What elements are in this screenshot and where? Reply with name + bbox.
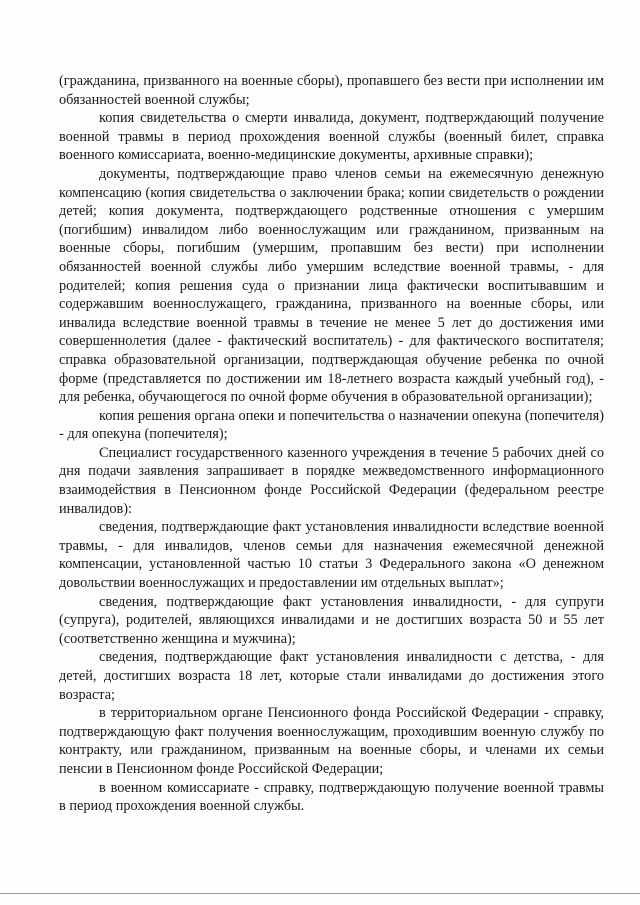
document-body xyxy=(59,72,604,816)
paragraph: копия решения органа опеки и попечительства о назначении опекуна (попечителя) - для опекуна (попечителя); xyxy=(59,407,604,443)
paragraph: Специалист государственного казенного учреждения в течение 5 рабочих дней со дня подачи заявления запрашивает в порядке межведомственного информационного взаимодействия в Пенсионном фонде Российской Федерации (федеральном реестре инвалидов): xyxy=(59,444,604,517)
paragraph: в военном комиссариате - справку, подтверждающую получение военной травмы в период прохождения военной службы. xyxy=(59,779,604,815)
paragraph: сведения, подтверждающие факт установления инвалидности, - для супруги (супруга), родителей, являющихся инвалидами и не достигших возраста 50 и 55 лет (соответственно женщина и мужчина); xyxy=(59,593,604,647)
paragraph: копия свидетельства о смерти инвалида, документ, подтверждающий получение военной травмы в период прохождения военной службы (военный билет, справка военного комиссариата, военно-медицинские документы, архивные справки); xyxy=(59,110,604,164)
paragraph: в территориальном органе Пенсионного фонда Российской Федерации - справку, подтверждающую факт получения военнослужащим, проходившим военную службу по контракту, или гражданином, призванным на военные сборы, и членами их семьи пенсии в Пенсионном фонде Российской Федерации; xyxy=(59,705,604,777)
paragraph: (гражданина, призванного на военные сборы), пропавшего без вести при исполнении им обязанностей военной службы; xyxy=(59,73,604,108)
page-bottom-rule xyxy=(0,893,640,894)
paragraph: сведения, подтверждающие факт установления инвалидности вследствие военной травмы, - для инвалидов, членов семьи для назначения ежемесячной денежной компенсации, установленной частью 10 статьи 3 Федерального закона «О денежном довольствии военнослужащих и предоставлении им отдельных выплат»; xyxy=(59,519,604,592)
paragraph: документы, подтверждающие право членов семьи на ежемесячную денежную компенсацию (копия свидетельства о заключении брака; копии свидетельств о рождении детей; копия документа, подтверждающего родственные отношения с умершим (погибшим) инвалидом либо военнослужащим или гражданином, призванным на военные сборы, погибшим (умершим, пропавшим без вести) при исполнении обязанностей военной службы либо умершим вследствие военной травмы, - для родителей; копия решения суда о признании лица фактически воспитывавшим и содержавшим военнослужащего, гражданина, призванного на военные сборы, или инвалида вследствие военной травмы в течение не менее 5 лет до достижения ими совершеннолетия (далее - фактический воспитатель) - для фактического воспитателя; справка образовательной организации, подтверждающая обучение ребенка по очной форме (представляется по достижении им 18-летнего возраста каждый учебный год), - для ребенка, обучающегося по очной форме обучения в образовательной организации); xyxy=(59,165,604,406)
paragraph: сведения, подтверждающие факт установления инвалидности с детства, - для детей, достигших возраста 18 лет, которые стали инвалидами до достижения этого возраста; xyxy=(59,649,604,703)
